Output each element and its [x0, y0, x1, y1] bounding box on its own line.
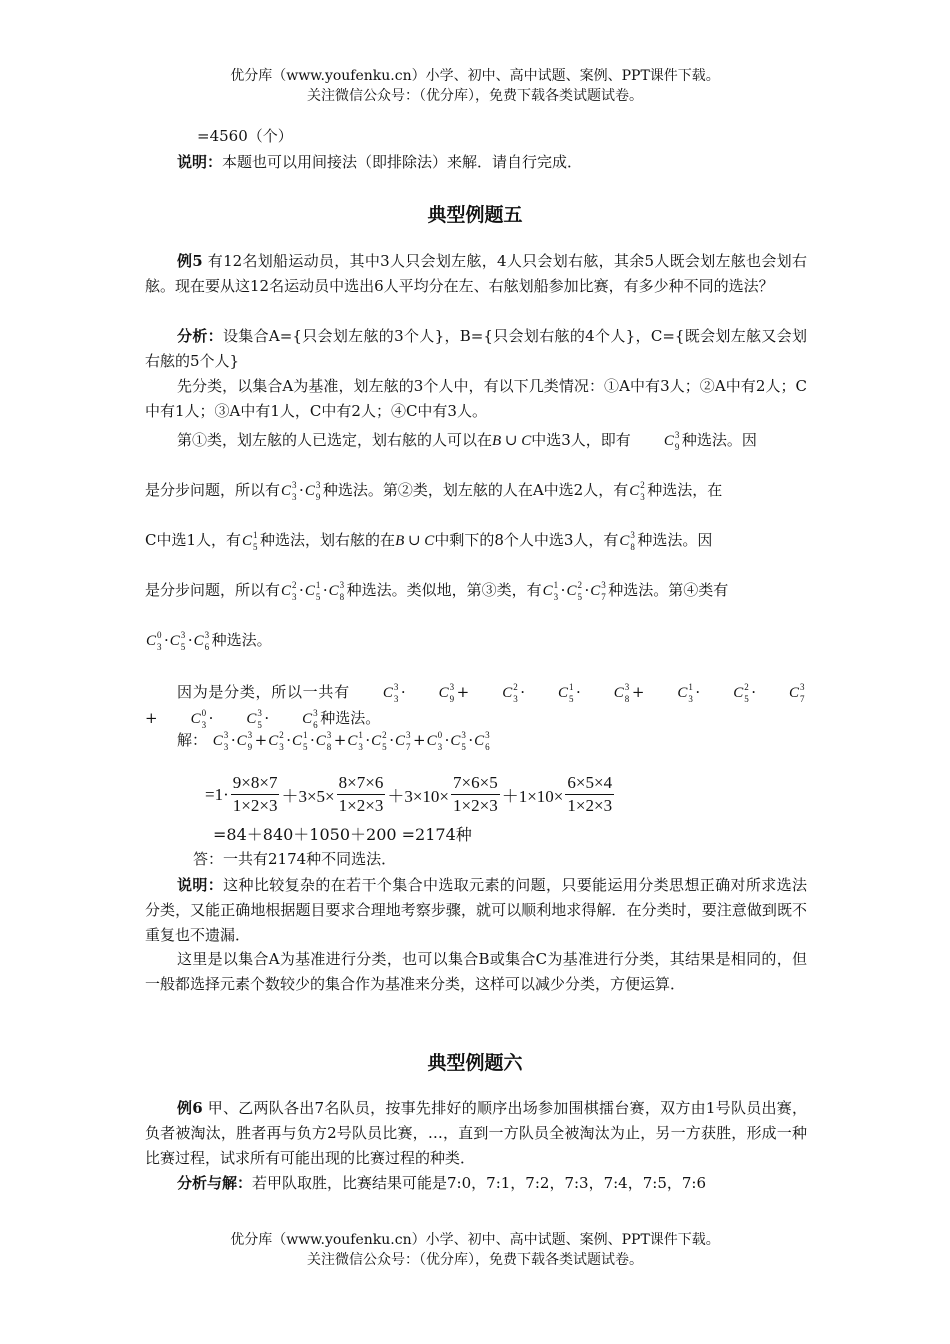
note-top: 说明：本题也可以用间接法（即排除法）来解．请自行完成．	[177, 153, 583, 171]
footer-line-1: 优分库（www.youfenku.cn）小学、初中、高中试题、案例、PPT课件下载。	[230, 1232, 720, 1248]
section-title-5: 典型例题五	[427, 204, 523, 226]
fraction-3: $\frac{7\times 6\times 5}{1\times 2\times 3}$	[453, 773, 498, 815]
answer-line: 答：一共有2174种不同选法．	[193, 850, 397, 868]
example-5-note: 说明：这种比较复杂的在若干个集合中选取元素的问题，只要能运用分类思想正确对所求选法分类，又能正确地根据题目要求合理地考察步骤，就可以顺利地求得解．在分类时，要注意做到既不重复也不遗漏．	[145, 876, 807, 944]
fraction-2: $\frac{8\times 7\times 6}{1\times 2\times 3}$	[338, 773, 384, 815]
analysis-line-c: C中选1人，有C 1 5 种选法，划右舷的在B ∪ C中剩下的8个人中选3人，有C 3 8 种选法。因	[145, 530, 713, 552]
fraction-4: $\frac{6\times 5\times 4}{1\times 2\times 3}$	[567, 773, 613, 815]
fraction-1: $\frac{9\times 8\times 7}{1\times 2\times 3}$	[232, 773, 278, 815]
section-title-6: 典型例题六	[427, 1052, 523, 1074]
page-header	[0, 66, 950, 106]
header-line-1: 优分库（www.youfenku.cn）小学、初中、高中试题、案例、PPT课件下载。	[230, 68, 720, 84]
footer-line-2: 关注微信公众号：（优分库），免费下载各类试题试卷。	[307, 1252, 643, 1268]
example-6-analysis: 分析与解：若甲队取胜，比赛结果可能是7:0，7:1，7:2，7:3，7:4，7:5，7:6	[177, 1174, 707, 1192]
analysis-line-b: 是分步问题，所以有C 3 3 ·C 3 9 种选法。第②类，划左舷的人在A中选2人，有C 2 3 种选法，在	[145, 480, 723, 502]
header-line-2: 关注微信公众号：（优分库），免费下载各类试题试卷。	[307, 88, 643, 104]
solution-line-1: 解： C 3 3 ·C 3 9 +C 2 3 ·C 1 5 ·C 3 8 +C 1 3 ·C 2 5 ·C 3 7 +C 0 3 ·C 3 5 ·C 3 6	[177, 730, 490, 752]
solution-line-2: =1 · $\frac{9\times 8\times 7}{1\times 2\times 3}$ ＋3×5× $\frac{8\times 7\times 6}{1\times 2\times 3}$ ＋3×10× $\frac{7\times 6\times 5}{1\times 2\times 3}$ ＋1×10× $\frac{6\times 5\times 4}{1\times 2\times 3}$	[205, 773, 613, 815]
analysis-line-d: 是分步问题，所以有C 2 3 ·C 1 5 ·C 3 8 种选法。类似地，第③类，有C 1 3 ·C 2 5 ·C 3 7 种选法。第④类有	[145, 580, 729, 602]
analysis-line-e: C 0 3 ·C 3 5 ·C 3 6 种选法。	[146, 630, 272, 652]
example-5-note-2: 这里是以集合A为基准进行分类，也可以集合B或集合C为基准进行分类，其结果是相同的，但一般都选择元素个数较少的集合作为基准来分类，这样可以减少分类，方便运算．	[145, 950, 807, 993]
analysis-line-a: 第①类，划左舷的人已选定，划右舷的人可以在B ∪ C中选3人，即有 C 3 9 种选法。因	[177, 430, 757, 452]
example-6-question: 例6 甲、乙两队各出7名队员，按事先排好的顺序出场参加围棋擂台赛，双方由1号队员出赛，负者被淘汰，胜者再与负方2号队员比赛，…，直到一方队员全被淘汰为止，另一方获胜，形成一种比赛过程，试求所有可能出现的比赛过程的种类．	[145, 1099, 807, 1167]
result-line: =4560（个）	[197, 127, 293, 145]
solution-line-3: =84＋840＋1050＋200 =2174种	[213, 825, 472, 844]
analysis-line-f: 因为是分类，所以一共有 C 3 3 · C 3 9 + C 2 3 · C 1 5 · C 3 8 + C 1 3 · C 2 5 · C 3 7 + C 0 3 · C 3 5 · C 3 6 种选法。	[145, 682, 805, 730]
page-footer	[0, 1230, 950, 1270]
analysis-paragraph-1: 先分类，以集合A为基准，划左舷的3个人中，有以下几类情况：①A中有3人；②A中有2人；C中有1人；③A中有1人，C中有2人；④C中有3人。	[145, 377, 807, 420]
example-5-analysis: 分析：设集合A={只会划左舷的3个人}，B={只会划右舷的4个人}，C={既会划左舷又会划右舷的5个人}	[145, 327, 807, 370]
example-5-question: 例5 有12名划船运动员，其中3人只会划左舷，4人只会划右舷，其余5人既会划左舷也会划右舷。现在要从这12名运动员中选出6人平均分在左、右舷划船参加比赛，有多少种不同的选法？	[145, 252, 807, 295]
